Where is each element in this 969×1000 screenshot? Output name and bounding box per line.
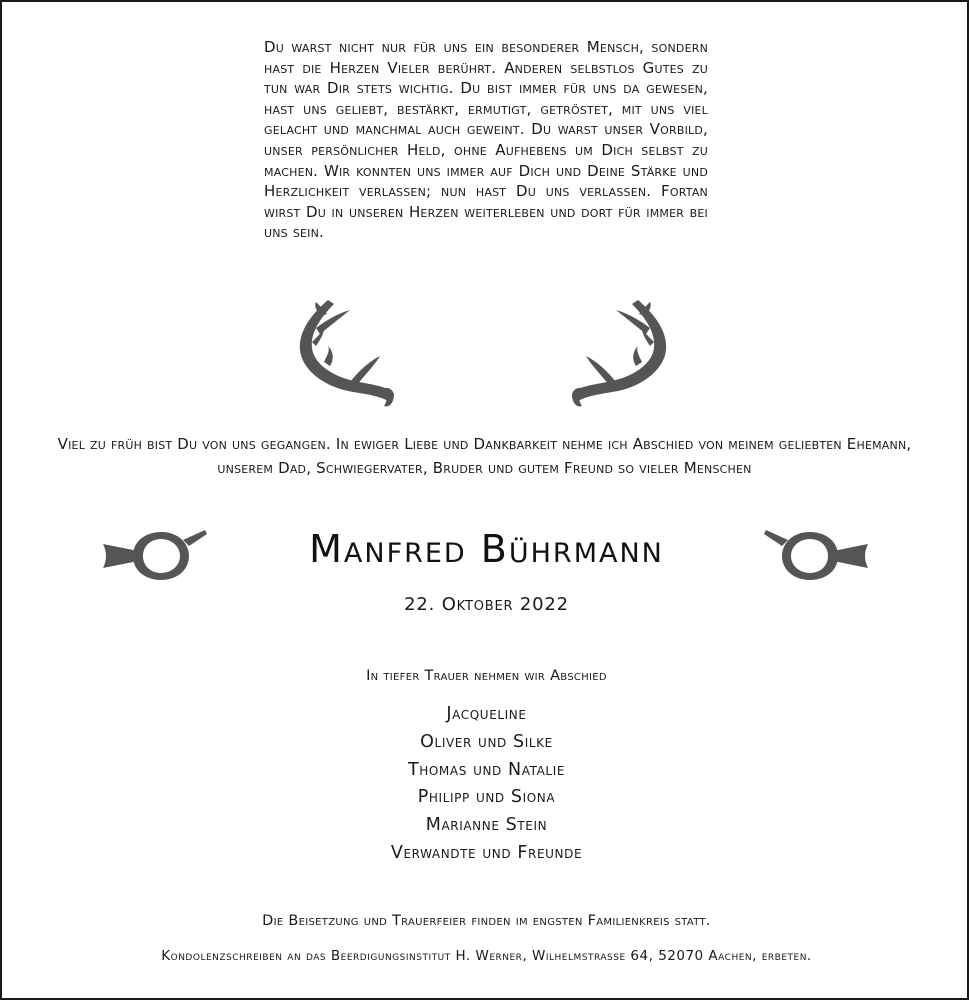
mourner-name: Verwandte und Freunde: [390, 842, 583, 863]
poem-text: Du warst nicht nur für uns ein besonderer Mensch, sondern hast die Herzen Vieler berührt. Anderen selbstlos Gutes zu tun war Dir stets wichtig. Du bist immer für uns da gewesen, hast uns geliebt, bestärkt, ermutigt, getröstet, mit uns viel gelacht und manchmal auch geweint. Du warst unser Vorbild, unser persönlicher Held, ohne Aufhebens um Dich selbst zu machen. Wir konnten uns immer auf Dich und Deine Stärke und Herzlichkeit verlassen; nun hast Du uns verlassen. Fortan wirst Du in unseren Herzen weiterleben und dort für immer bei uns sein.: [264, 38, 708, 242]
mourner-name: Marianne Stein: [425, 815, 548, 836]
mourner-name: Philipp und Siona: [417, 787, 556, 808]
hunting-horn-icon: [764, 526, 868, 586]
antler-icon: [572, 298, 672, 410]
mourners-list: [282, 701, 691, 868]
date-of-death: 22. Oktober 2022: [404, 594, 569, 615]
intro-text: Viel zu früh bist Du von uns gegangen. In ewiger Liebe und Dankbarkeit nehme ich Abschied von meinem geliebten Ehemann, unserem Dad, Schwiegervater, Bruder und gutem Freund so vieler Menschen: [57, 435, 912, 477]
condolence-note: Kondolenzschreiben an das Beerdigungsinstitut H. Werner, Wilhelmstrasse 64, 52070 Aachen, erbeten.: [161, 948, 812, 964]
mourner-name: Jacqueline: [446, 704, 527, 724]
funeral-note: Die Beisetzung und Trauerfeier finden im engsten Familienkreis statt.: [262, 913, 711, 929]
mourning-line: In tiefer Trauer nehmen wir Abschied: [366, 668, 607, 684]
deceased-name: Manfred Bührmann: [309, 527, 664, 571]
mourner-name: Oliver und Silke: [420, 731, 553, 752]
mourner-name: Thomas und Natalie: [407, 759, 566, 780]
antler-icon: [294, 298, 394, 410]
